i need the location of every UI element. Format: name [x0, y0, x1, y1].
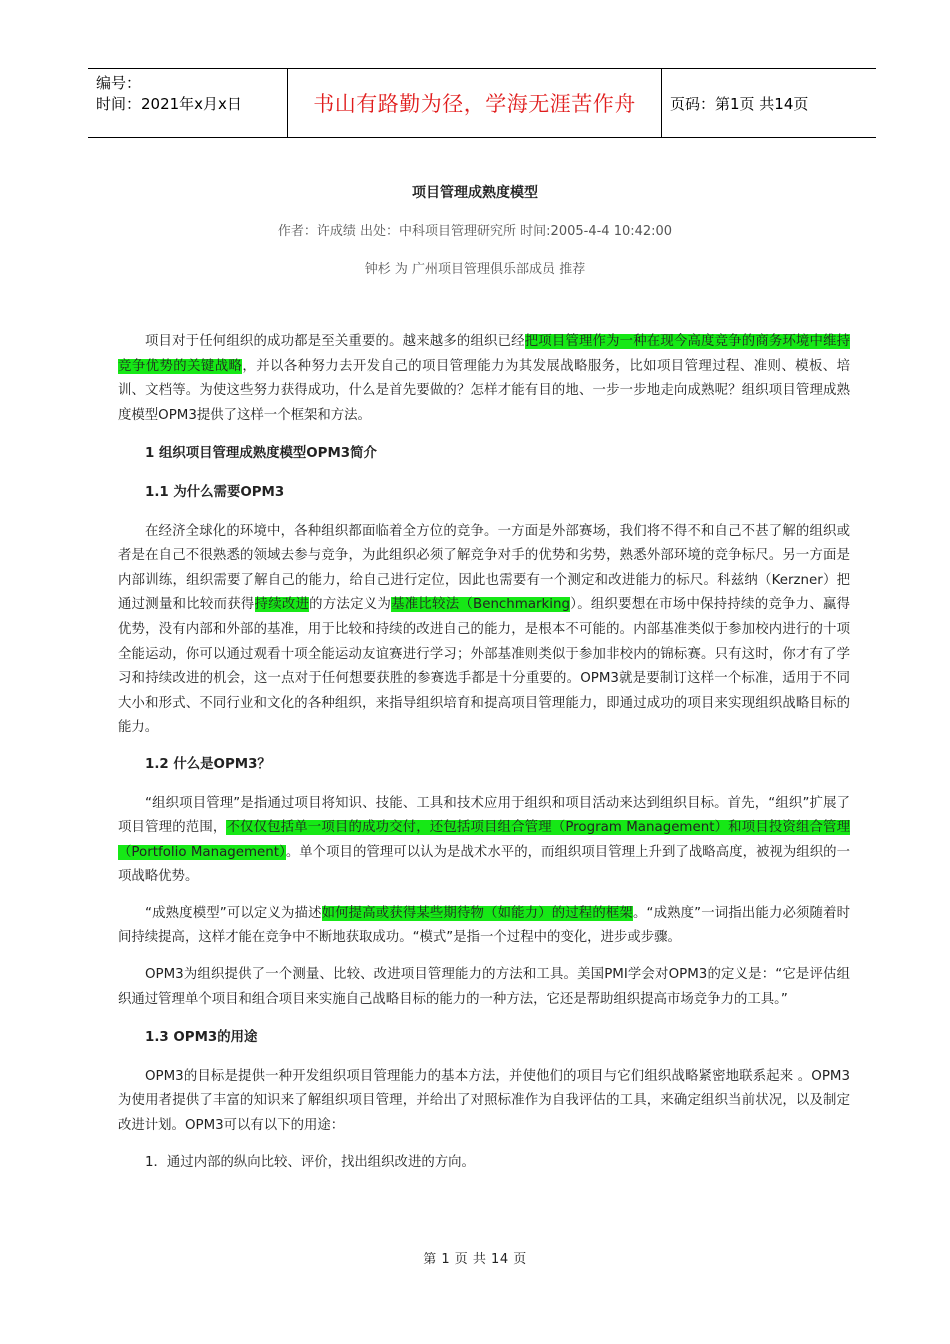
- highlight-text: 把项目管理作为一种在现今高度竞争的商务环境中维持竞争优势的关键战略: [118, 334, 851, 374]
- section-heading-1-2: 1.2 什么是OPM3？: [145, 756, 271, 772]
- header-page-label: 页码：第1页 共14页: [670, 94, 809, 113]
- paragraph-why-opm3: 在经济全球化的环境中，各种组织都面临着全方位的竞争。一方面是外部赛场，我们将不得不和自己不甚了解的组织或者是在自己不很熟悉的领域去参与竞争，为此组织必须了解竞争对手的优势和劣势，熟悉外部环境的竞争标尺。另一方面是内部训练，组织需要了解自己的能力，给自己进行定位，因此也需要有一个测定和改进能力的标尺。科兹纳（Kerzner）把通过测量和比较而获得持续改进的方法定义为基准比较法（Benchmarking）。组织要想在市场中保持持续的竞争力、赢得优势，没有内部和外部的基准，用于比较和持续的改进自己的能力，是根本不可能的。内部基准类似于参加校内进行的十项全能运动，你可以通过观看十项全能运动友谊赛进行学习；外部基准则类似于参加非校内的锦标赛。只有这时，你才有了学习和持续改进的机会，这一点对于任何想要获胜的参赛选手都是十分重要的。OPM3就是要制订这样一个标准，适用于不同大小和形式、不同行业和文化的各种组织，来指导组织培育和提高项目管理能力，即通过成功的项目来实现组织战略目标的能力。: [118, 523, 851, 736]
- header-info: [96, 73, 286, 115]
- highlight-text: 持续改进: [254, 597, 310, 613]
- paragraph-intro: 项目对于任何组织的成功都是至关重要的。越来越多的组织已经把项目管理作为一种在现今高度竞争的商务环境中维持竞争优势的关键战略，并以各种努力去开发自己的项目管理能力为其发展战略服务，比如项目管理过程、准则、模板、培训、文档等。为使这些努力获得成功，什么是首先要做的？怎样才能有目的地、一步一步地走向成熟呢？组织项目管理成熟度模型OPM3提供了这样一个框架和方法。: [118, 334, 851, 423]
- paragraph-what-is-opm3: “组织项目管理”是指通过项目将知识、技能、工具和技术应用于组织和项目活动来达到组织目标。首先，“组织”扩展了项目管理的范围，不仅仅包括单一项目的成功交付，还包括项目组合管理（Program Management）和项目投资组合管理（Portfolio Management）。单个项目的管理可以认为是战术水平的，而组织项目管理上升到了战略高度，被视为组织的一项战略优势。: [118, 795, 851, 885]
- article-body: [118, 330, 850, 1175]
- header-page-cell: [670, 69, 808, 137]
- section-heading-1-3: 1.3 OPM3的用途: [145, 1030, 258, 1046]
- header-motto-cell: [287, 69, 662, 137]
- paragraph-maturity-model: “成熟度模型”可以定义为描述如何提高或获得某些期待物（如能力）的过程的框架。“成熟度”一词指出能力必须随着时间持续提高，这样才能在竞争中不断地获取成功。“模式”是指一个过程中的变化，进步或步骤。: [118, 905, 851, 946]
- section-heading-1: 1 组织项目管理成熟度模型OPM3简介: [145, 446, 377, 462]
- section-heading-1-1: 1.1 为什么需要OPM3: [145, 484, 285, 500]
- article-title: 项目管理成熟度模型: [412, 185, 538, 201]
- page-footer: 第 1 页 共 14 页: [423, 1252, 527, 1267]
- highlight-text: 基准比较法（Benchmarking: [391, 597, 570, 613]
- list-item: 1．通过内部的纵向比较、评价，找出组织改进的方向。: [145, 1154, 475, 1170]
- header-time: 时间：2021年x月x日: [96, 95, 242, 113]
- paragraph-opm3-definition: OPM3为组织提供了一个测量、比较、改进项目管理能力的方法和工具。美国PMI学会对OPM3的定义是：“它是评估组织通过管理单个项目和组合项目来实施自己战略目标的能力的一种方法，它还是帮助组织提高市场竞争力的工具。”: [118, 967, 850, 1007]
- article-recommend: 钟杉 为 广州项目管理俱乐部成员 推荐: [364, 262, 586, 277]
- highlight-text: 如何提高或获得某些期待物（如能力）的过程的框架: [321, 905, 633, 921]
- header-motto: 书山有路勤为径，学海无涯苦作舟: [313, 92, 636, 116]
- highlight-text: 不仅仅包括单一项目的成功交付，还包括项目组合管理（Program Management）和项目投资组合管理（Portfolio Management）: [118, 820, 851, 860]
- article-byline: 作者：许成绩 出处：中科项目管理研究所 时间:2005-4-4 10:42:00: [277, 224, 673, 239]
- document-header: [88, 68, 876, 138]
- paragraph-opm3-uses: OPM3的目标是提供一种开发组织项目管理能力的基本方法，并使他们的项目与它们组织战略紧密地联系起来 。OPM3为使用者提供了丰富的知识来了解组织项目管理，并给出了对照标准作为自我评估的工具，来确定组织当前状况，以及制定改进计划。OPM3可以有以下的用途：: [118, 1068, 850, 1134]
- header-number: 编号：: [96, 74, 142, 92]
